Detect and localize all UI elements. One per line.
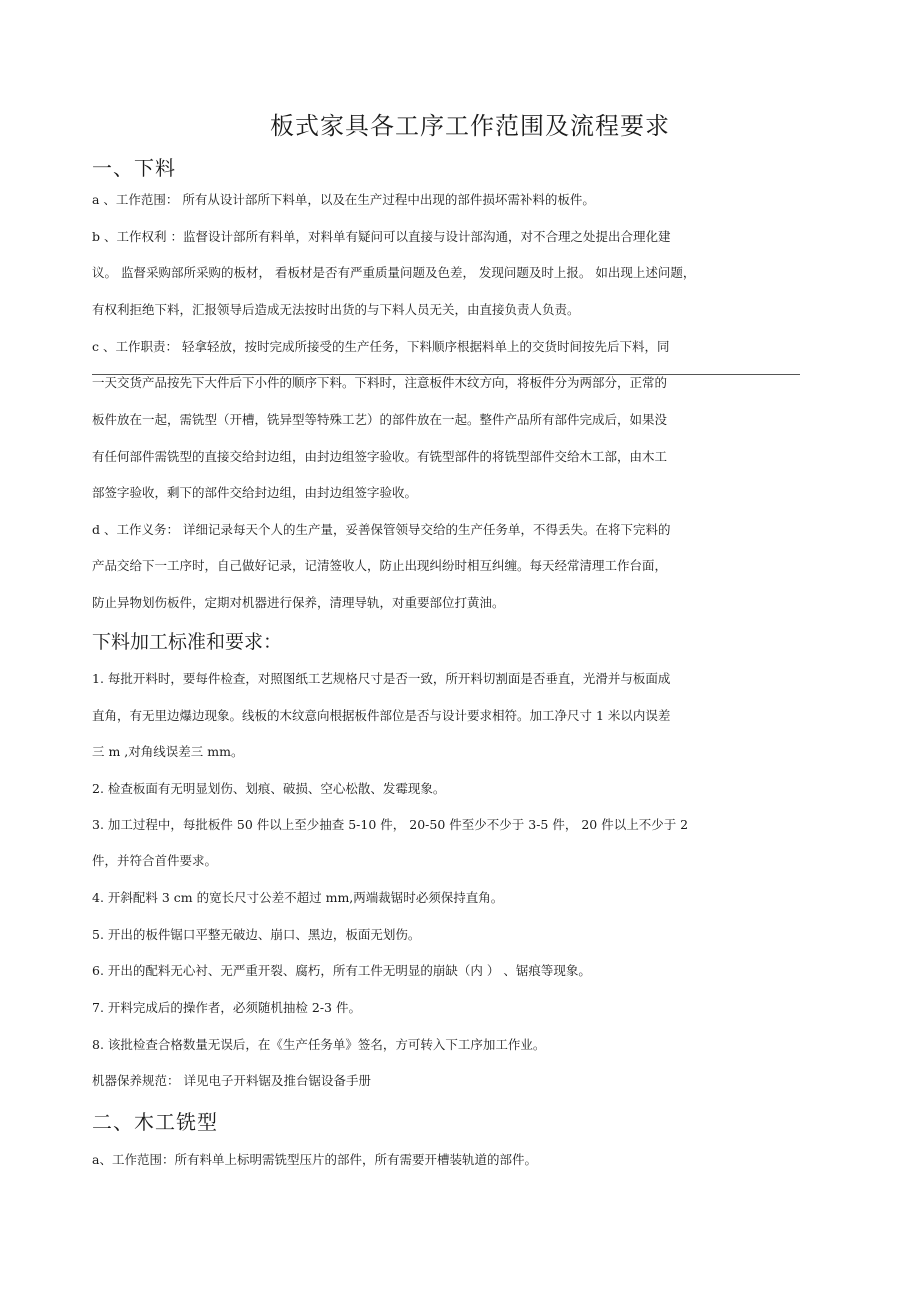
paragraph-line: 板件放在一起，需铣型（开槽，铣异型等特殊工艺）的部件放在一起。整件产品所有部件完成后，如果没: [92, 412, 668, 427]
standard-line: 直角，有无里边爆边现象。线板的木纹意向根据板件部位是否与设计要求相符。加工净尺寸 1 米以内误差: [92, 708, 671, 723]
paragraph-line: 有权利拒绝下料，汇报领导后造成无法按时出货的与下料人员无关，由直接负责人负责。: [92, 302, 580, 317]
standards-heading: 下料加工标准和要求：: [92, 631, 283, 653]
paragraph-line: 一天交货产品按先下大件后下小件的顺序下料。下料时，注意板件木纹方向，将板件分为两部分，正常的: [92, 375, 668, 390]
section-heading-cutting: 一、下料: [92, 156, 176, 180]
paragraph-line: b 、工作权利 ：监督设计部所有料单，对料单有疑问可以直接与设计部沟通，对不合理之处提出合理化建: [92, 229, 671, 244]
standard-line: 三 m ,对角线误差三 mm。: [92, 744, 244, 759]
machine-maintenance-line: 机器保养规范： 详见电子开料锯及推台锯设备手册: [92, 1073, 371, 1088]
section-heading-woodwork-milling: 二、木工铣型: [92, 1110, 218, 1134]
standard-line: 6. 开出的配料无心衬、无严重开裂、腐朽，所有工件无明显的崩缺（内 ） 、锯痕等现象。: [92, 963, 591, 978]
paragraph-line: 有任何部件需铣型的直接交给封边组，由封边组签字验收。有铣型部件的将铣型部件交给木工部，由木工: [92, 449, 668, 464]
standard-line: 4. 开斜配料 3 cm 的宽长尺寸公差不超过 mm,两端裁锯时必须保持直角。: [92, 890, 504, 905]
paragraph-line: 产品交给下一工序时，自己做好记录，记清签收人，防止出现纠纷时相互纠缠。每天经常清理工作台面，: [92, 558, 668, 573]
standard-line: 7. 开料完成后的操作者，必须随机抽检 2-3 件。: [92, 1000, 361, 1015]
document-title: 板式家具各工序工作范围及流程要求: [270, 112, 670, 140]
paragraph-line: d 、工作义务： 详细记录每天个人的生产量，妥善保管领导交给的生产任务单，不得丢失。在将下完料的: [92, 522, 671, 537]
standard-line: 1. 每批开料时，要每件检查，对照图纸工艺规格尺寸是否一致，所开料切割面是否垂直，光滑并与板面成: [92, 671, 671, 686]
paragraph-line: a、工作范围：所有料单上标明需铣型压片的部件，所有需要开槽装轨道的部件。: [92, 1152, 537, 1167]
paragraph-line: 部签字验收，剩下的部件交给封边组，由封边组签字验收。: [92, 485, 418, 500]
paragraph-line: c 、工作职责： 轻拿轻放，按时完成所接受的生产任务，下料顺序根据料单上的交货时间按先后下料，同: [92, 339, 670, 354]
paragraph-line: 防止异物划伤板件，定期对机器进行保养，清理导轨，对重要部位打黄油。: [92, 595, 505, 610]
standard-line: 5. 开出的板件锯口平整无破边、崩口、黑边，板面无划伤。: [92, 927, 421, 942]
standard-line: 2. 检查板面有无明显划伤、划痕、破损、空心松散、发霉现象。: [92, 781, 446, 796]
standard-line: 8. 该批检查合格数量无误后，在《生产任务单》签名，方可转入下工序加工作业。: [92, 1037, 546, 1052]
standard-line: 件，并符合首件要求。: [92, 853, 218, 868]
standard-line: 3. 加工过程中，每批板件 50 件以上至少抽查 5-10 件， 20-50 件至少不少于 3-5 件， 20 件以上不少于 2: [92, 817, 689, 832]
paragraph-line: a 、工作范围： 所有从设计部所下料单，以及在生产过程中出现的部件损坏需补料的板件。: [92, 192, 595, 207]
paragraph-line: 议。 监督采购部所采购的板材， 看板材是否有严重质量问题及色差， 发现问题及时上报。 如出现上述问题，: [92, 265, 696, 280]
